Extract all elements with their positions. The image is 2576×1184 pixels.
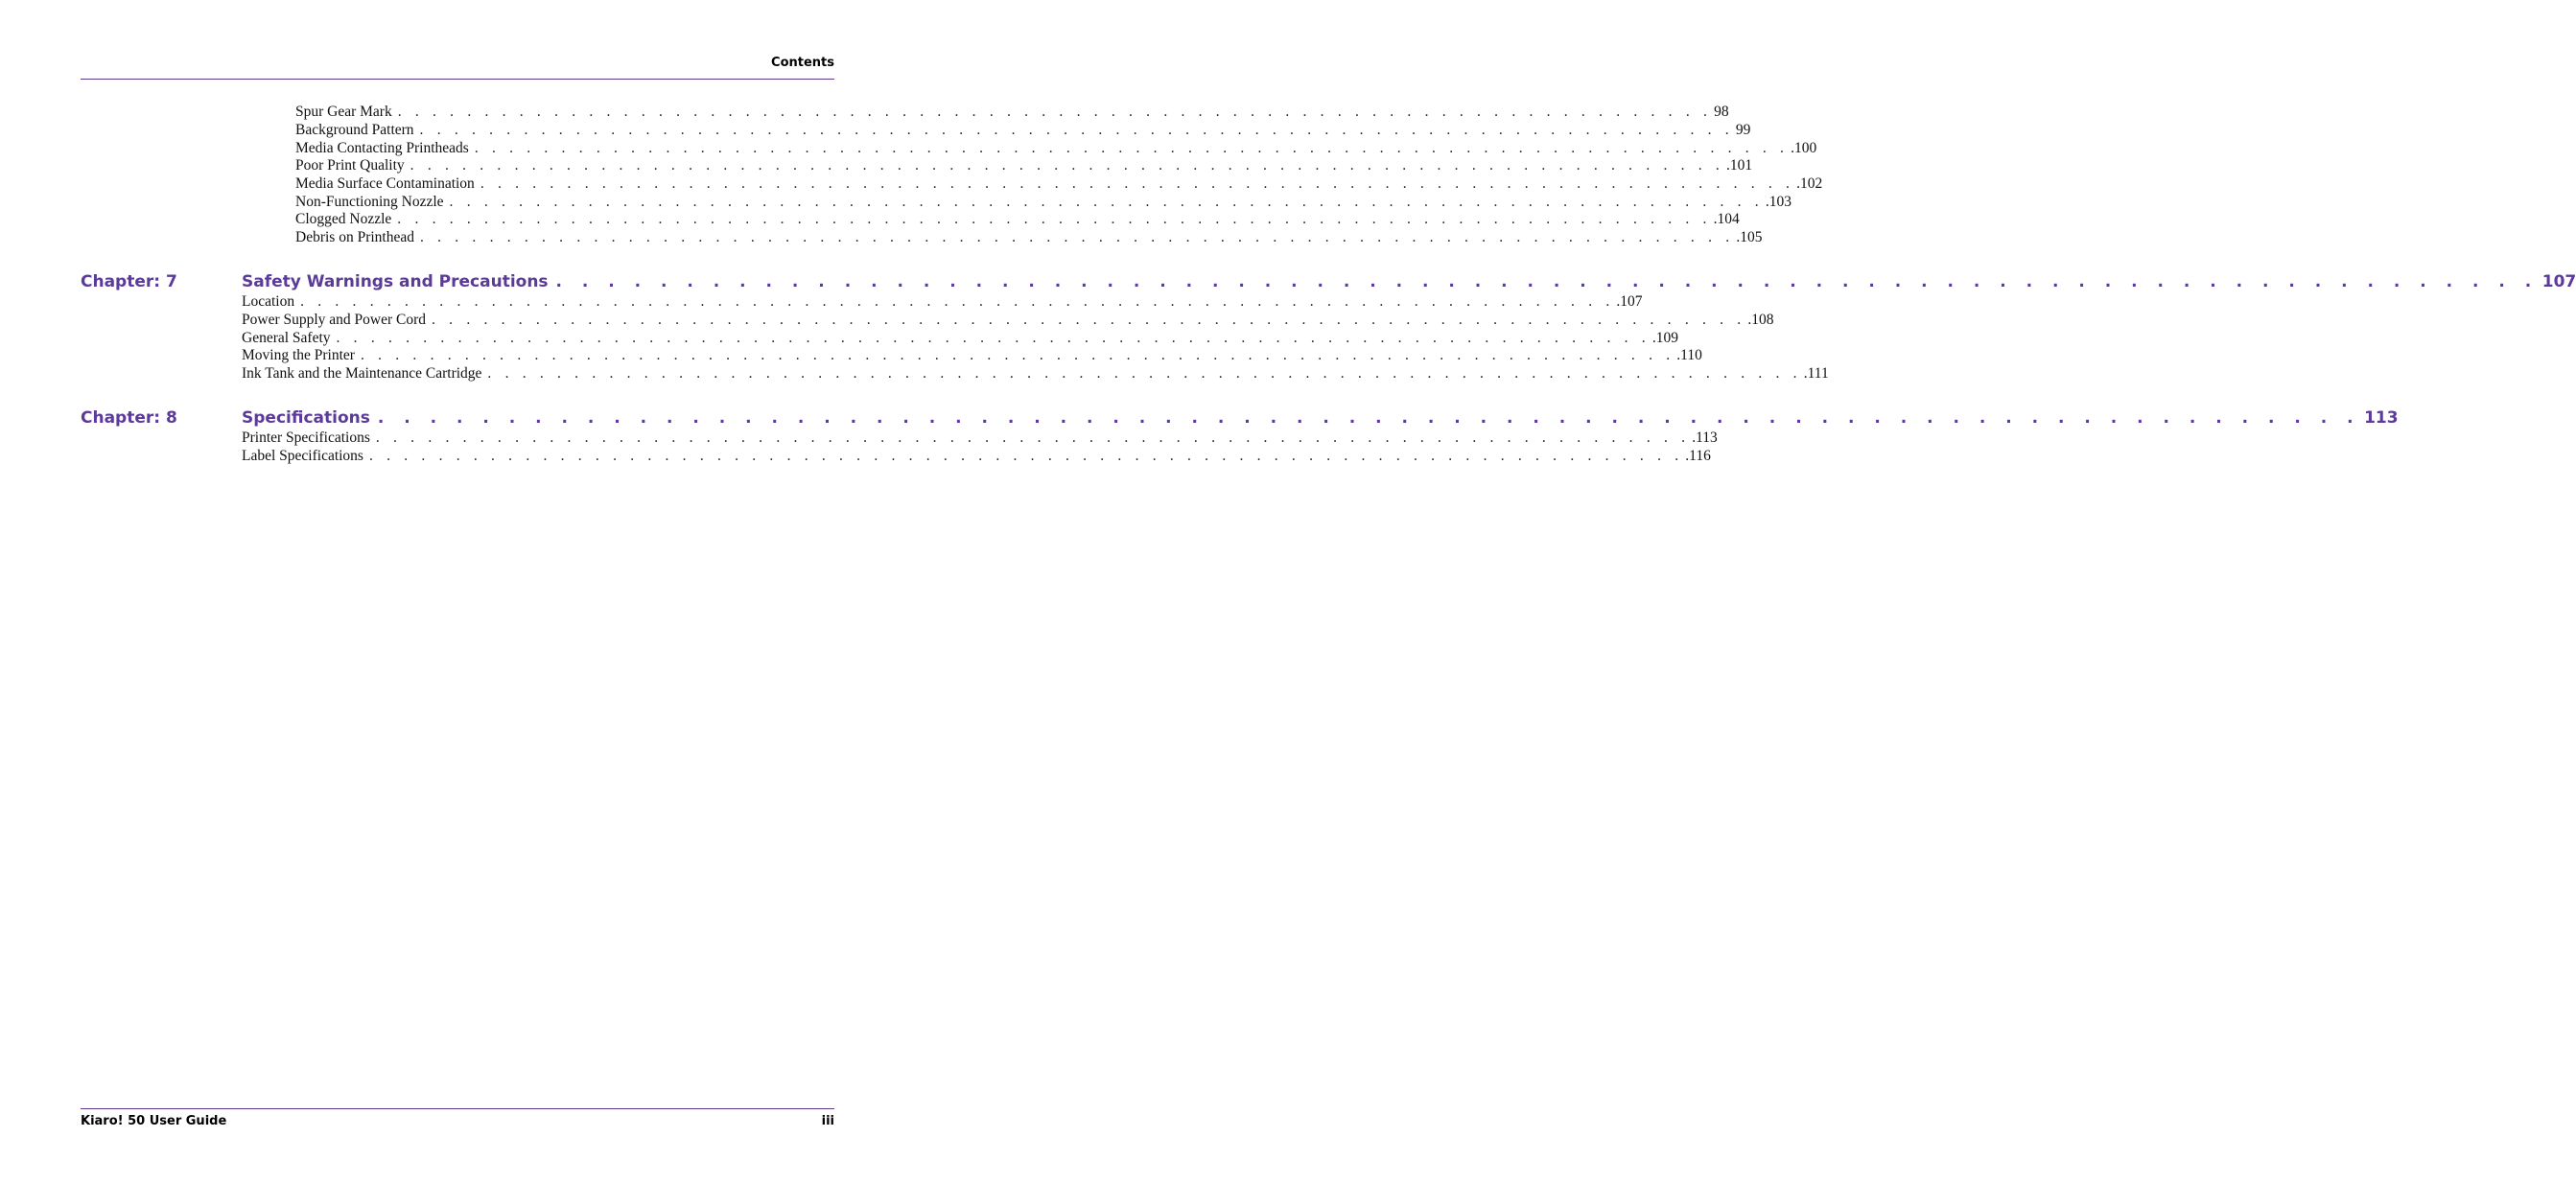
toc-entry-clogged-nozzle[interactable] <box>295 211 1740 229</box>
leader-dots: . . . . . . . . . . . . . . . . . . . . . . . . . . . . . . . . . . . . . . . . . . . . . . . . . . . . . . . . . . . . . . . . . . . . . . . . . . . . <box>397 104 1713 120</box>
toc-entry-power-supply[interactable] <box>242 312 1774 330</box>
toc-entry-title: Ink Tank and the Maintenance Cartridge <box>242 365 487 383</box>
toc-entry-title: Moving the Printer <box>242 347 361 364</box>
toc-entry-page: .101 <box>1726 157 1753 174</box>
leader-dots: . . . . . . . . . . . . . . . . . . . . . . . . . . . . . . . . . . . . . . . . . . . . . . . . . . . . . . . . . . . . . . . . . . . . . . . . . . . . <box>480 175 1795 192</box>
leader-dots: . . . . . . . . . . . . . . . . . . . . . . . . . . . . . . . . . . . . . . . . . . . . . . . . . . . . . . . . . . . . . . . . . . . . . . . . . . . . <box>300 293 1615 310</box>
leader-dots: . . . . . . . . . . . . . . . . . . . . . . . . . . . . . . . . . . . . . . . . . . . . . . . . . . . . . . . . . . . . . . . . . . . . . . . . . . . . <box>487 365 1802 382</box>
toc-entry-printer-specifications[interactable] <box>242 429 1718 448</box>
chapter-page: 107 <box>2541 272 2576 291</box>
footer-doc-title: Kiaro! 50 User Guide <box>81 1114 227 1128</box>
toc-entry-page: .108 <box>1747 312 1774 328</box>
leader-dots: . . . . . . . . . . . . . . . . . . . . . . . . . . . . . . . . . . . . . . . . . . . . . . . . . . . . . . . . . . . . . . . . . . . . . . . . . . . . <box>410 157 1724 174</box>
toc-entry-label-specifications[interactable] <box>242 448 1711 466</box>
chapter-8-label: Chapter: 8 <box>81 408 177 428</box>
toc-entry-page: .109 <box>1651 330 1678 346</box>
leader-dots: . . . . . . . . . . . . . . . . . . . . . . . . . . . . . . . . . . . . . . . . . . . . . . . . . . . . . . . . . . . . . . . . . . . . . . . . . . . . <box>474 140 1790 156</box>
leader-dots: . . . . . . . . . . . . . . . . . . . . . . . . . . . . . . . . . . . . . . . . . . . . . . . . . . . . . . . . . . . . . . . . . . . . . . . . . . . . <box>336 330 1651 346</box>
toc-entry-page: 98 <box>1714 104 1729 120</box>
leader-dots: . . . . . . . . . . . . . . . . . . . . . . . . . . . . . . . . . . . . . . . . . . . . . . . . . . . . . . . . . . . . . . . . . . . . . . . . . . . . <box>377 408 2361 428</box>
toc-entry-general-safety[interactable] <box>242 330 1678 348</box>
toc-entry-non-functioning-nozzle[interactable] <box>295 194 1791 212</box>
toc-entry-title: Printer Specifications <box>242 429 376 447</box>
chapter-title: Safety Warnings and Precautions <box>242 272 549 291</box>
chapter-page: 113 <box>2364 408 2399 428</box>
leader-dots: . . . . . . . . . . . . . . . . . . . . . . . . . . . . . . . . . . . . . . . . . . . . . . . . . . . . . . . . . . . . . . . . . . . . . . . . . . . . <box>419 122 1734 138</box>
toc-entry-page: .105 <box>1736 229 1763 245</box>
toc-entry-page: .100 <box>1791 140 1817 156</box>
toc-entry-title: General Safety <box>242 330 337 347</box>
toc-entry-title: Background Pattern <box>295 122 420 139</box>
leader-dots: . . . . . . . . . . . . . . . . . . . . . . . . . . . . . . . . . . . . . . . . . . . . . . . . . . . . . . . . . . . . . . . . . . . . . . . . . . . . <box>432 312 1746 328</box>
toc-entry-title: Clogged Nozzle <box>295 211 397 228</box>
footer-rule <box>81 1108 834 1109</box>
toc-entry-spur-gear-mark[interactable] <box>295 104 1729 122</box>
chapter-title: Specifications <box>242 408 370 428</box>
toc-entry-background-pattern[interactable] <box>295 122 1751 140</box>
leader-dots: . . . . . . . . . . . . . . . . . . . . . . . . . . . . . . . . . . . . . . . . . . . . . . . . . . . . . . . . . . . . . . . . . . . . . . . . . . . . <box>555 272 2539 291</box>
toc-entry-location[interactable] <box>242 293 1643 312</box>
toc-entry-title: Poor Print Quality <box>295 157 410 174</box>
toc-entry-media-contacting-printheads[interactable] <box>295 140 1817 158</box>
footer-page-number: iii <box>821 1114 834 1128</box>
toc-entry-page: .107 <box>1616 293 1643 310</box>
leader-dots: . . . . . . . . . . . . . . . . . . . . . . . . . . . . . . . . . . . . . . . . . . . . . . . . . . . . . . . . . . . . . . . . . . . . . . . . . . . . <box>449 194 1764 210</box>
chapter-7-heading[interactable] <box>242 272 2576 293</box>
header-title: Contents <box>771 56 834 70</box>
chapter-8-heading[interactable] <box>242 408 2399 429</box>
toc-entry-page: .113 <box>1692 429 1718 446</box>
toc-entry-debris-on-printhead[interactable] <box>295 229 1763 247</box>
leader-dots: . . . . . . . . . . . . . . . . . . . . . . . . . . . . . . . . . . . . . . . . . . . . . . . . . . . . . . . . . . . . . . . . . . . . . . . . . . . . <box>360 347 1675 363</box>
leader-dots: . . . . . . . . . . . . . . . . . . . . . . . . . . . . . . . . . . . . . . . . . . . . . . . . . . . . . . . . . . . . . . . . . . . . . . . . . . . . <box>368 448 1684 464</box>
chapter-7-label: Chapter: 7 <box>81 272 177 291</box>
toc-entry-page: .111 <box>1803 365 1829 382</box>
toc-entry-title: Location <box>242 293 300 311</box>
toc-entry-title: Non-Functioning Nozzle <box>295 194 450 211</box>
leader-dots: . . . . . . . . . . . . . . . . . . . . . . . . . . . . . . . . . . . . . . . . . . . . . . . . . . . . . . . . . . . . . . . . . . . . . . . . . . . . <box>419 229 1735 245</box>
toc-entry-page: 99 <box>1735 122 1751 138</box>
toc-entry-title: Label Specifications <box>242 448 369 465</box>
toc-entry-poor-print-quality[interactable] <box>295 157 1753 175</box>
toc-entry-page: .116 <box>1685 448 1711 464</box>
toc-entry-title: Power Supply and Power Cord <box>242 312 432 329</box>
leader-dots: . . . . . . . . . . . . . . . . . . . . . . . . . . . . . . . . . . . . . . . . . . . . . . . . . . . . . . . . . . . . . . . . . . . . . . . . . . . . <box>375 429 1691 446</box>
toc-entry-ink-tank[interactable] <box>242 365 1829 383</box>
toc-entry-title: Media Contacting Printheads <box>295 140 475 157</box>
toc-entry-moving-printer[interactable] <box>242 347 1702 365</box>
toc-entry-page: .110 <box>1676 347 1702 363</box>
toc-entry-title: Debris on Printhead <box>295 229 420 246</box>
toc-entry-title: Spur Gear Mark <box>295 104 398 121</box>
toc-entry-page: .104 <box>1713 211 1740 227</box>
toc-entry-media-surface-contamination[interactable] <box>295 175 1823 194</box>
leader-dots: . . . . . . . . . . . . . . . . . . . . . . . . . . . . . . . . . . . . . . . . . . . . . . . . . . . . . . . . . . . . . . . . . . . . . . . . . . . . <box>397 211 1712 227</box>
toc-entry-page: .102 <box>1796 175 1823 192</box>
toc-entry-title: Media Surface Contamination <box>295 175 480 193</box>
toc-entry-page: .103 <box>1765 194 1791 210</box>
